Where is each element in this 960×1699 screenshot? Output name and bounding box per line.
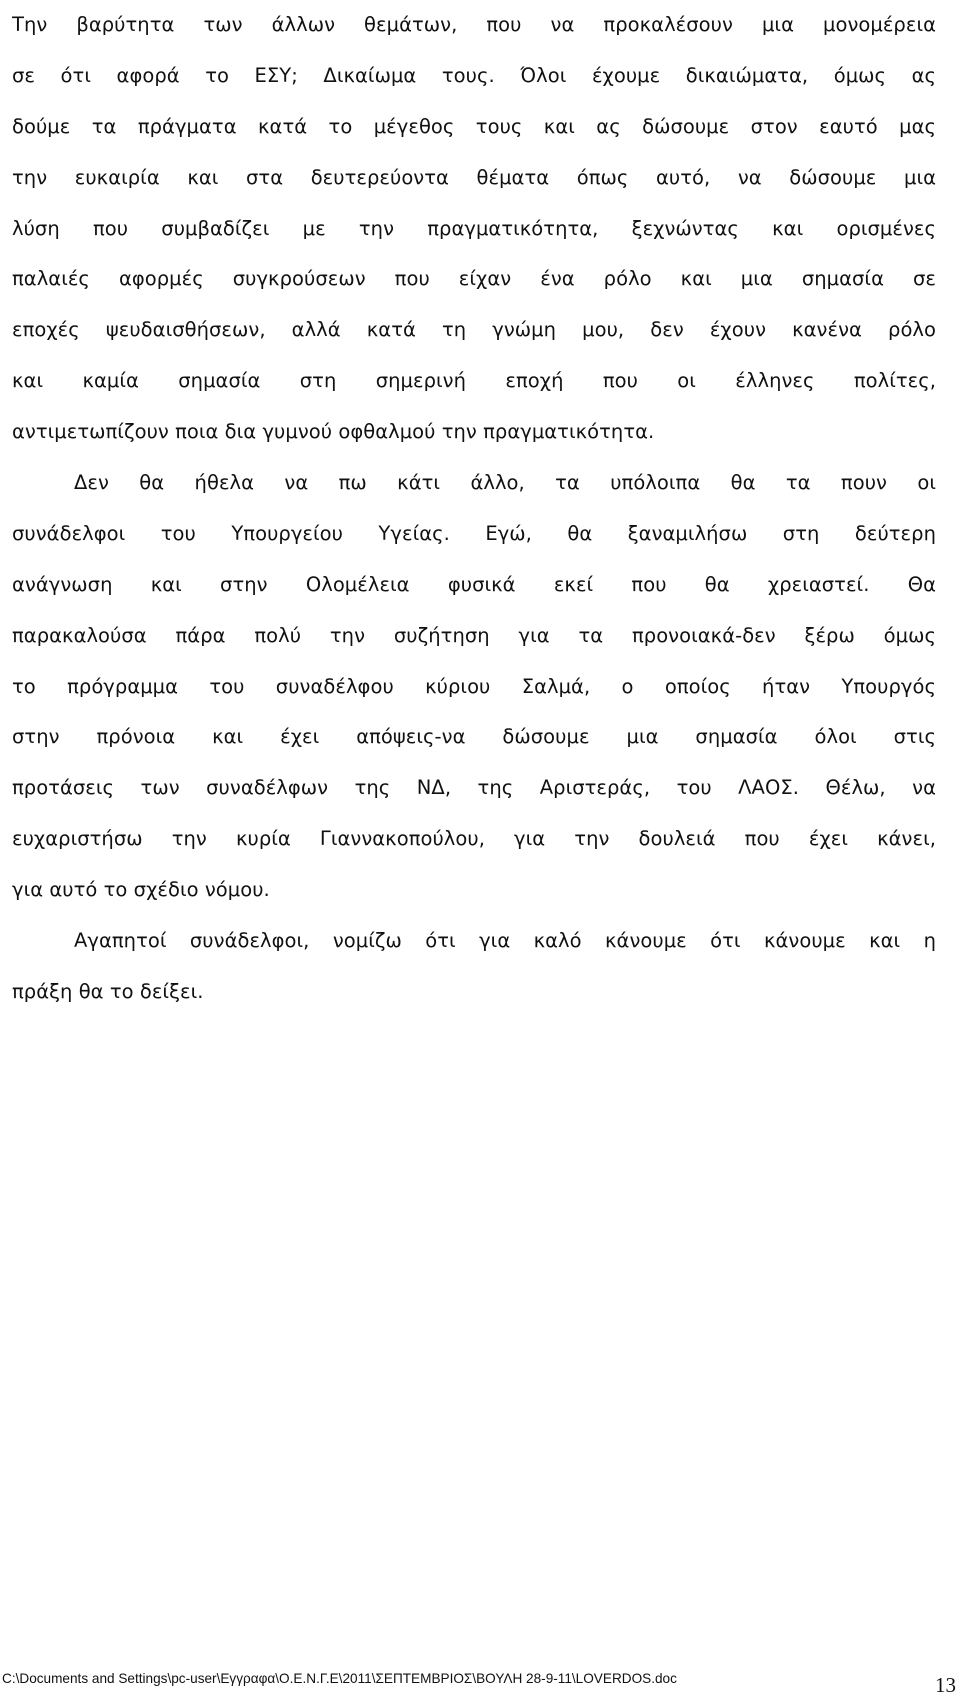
paragraph-start-line: Δεν θα ήθελα να πω κάτι άλλο, τα υπόλοιπα θα τα πουν οι xyxy=(74,471,936,495)
text-line: την ευκαιρία και στα δευτερεύοντα θέματα όπως αυτό, να δώσουμε μια xyxy=(12,165,936,189)
text-line: συνάδελφοι του Υπουργείου Υγείας. Εγώ, θα ξαναμιλήσω στη δεύτερη xyxy=(12,521,936,545)
text-line: προτάσεις των συναδέλφων της ΝΔ, της Αριστεράς, του ΛΑΟΣ. Θέλω, να xyxy=(12,776,936,800)
text-line: παλαιές αφορμές συγκρούσεων που είχαν ένα ρόλο και μια σημασία σε xyxy=(12,267,936,291)
text-line: ανάγνωση και στην Ολομέλεια φυσικά εκεί που θα χρειαστεί. Θα xyxy=(12,572,936,596)
text-line: Την βαρύτητα των άλλων θεμάτων, που να προκαλέσουν μια μονομέρεια xyxy=(12,13,936,36)
text-line: παρακαλούσα πάρα πολύ την συζήτηση για τα προνοιακά-δεν ξέρω όμως xyxy=(12,623,936,647)
text-line: αντιμετωπίζουν ποια δια γυμνού οφθαλμού την πραγματικότητα. xyxy=(12,420,655,444)
text-line: σε ότι αφορά το ΕΣΥ; Δικαίωμα τους. Όλοι έχουμε δικαιώματα, όμως ας xyxy=(12,63,936,87)
page-number: 13 xyxy=(935,1673,956,1697)
text-line: στην πρόνοια και έχει απόψεις-να δώσουμε μια σημασία όλοι στις xyxy=(12,725,936,749)
text-line: λύση που συμβαδίζει με την πραγματικότητα, ξεχνώντας και ορισμένες xyxy=(12,216,936,240)
footer-file-path: C:\Documents and Settings\pc-user\Εγγραφα\Ο.Ε.Ν.Γ.Ε\2011\ΣΕΠΤΕΜΒΡΙΟΣ\ΒΟΥΛΗ 28-9-11\LOVERDOS.doc xyxy=(2,1671,677,1686)
text-line: πράξη θα το δείξει. xyxy=(12,979,204,1003)
text-line: ευχαριστήσω την κυρία Γιαννακοπούλου, για την δουλειά που έχει κάνει, xyxy=(12,827,936,851)
document-body xyxy=(12,0,936,1018)
text-line: το πρόγραμμα του συναδέλφου κύριου Σαλμά, ο οποίος ήταν Υπουργός xyxy=(12,674,936,698)
text-line: και καμία σημασία στη σημερινή εποχή που οι έλληνες πολίτες, xyxy=(12,369,936,393)
text-line: εποχές ψευδαισθήσεων, αλλά κατά τη γνώμη μου, δεν έχουν κανένα ρόλο xyxy=(12,318,936,342)
paragraph-start-line: Αγαπητοί συνάδελφοι, νομίζω ότι για καλό κάνουμε ότι κάνουμε και η xyxy=(74,929,936,953)
text-line: δούμε τα πράγματα κατά το μέγεθος τους και ας δώσουμε στον εαυτό μας xyxy=(12,114,936,138)
text-line: για αυτό το σχέδιο νόμου. xyxy=(12,878,270,902)
